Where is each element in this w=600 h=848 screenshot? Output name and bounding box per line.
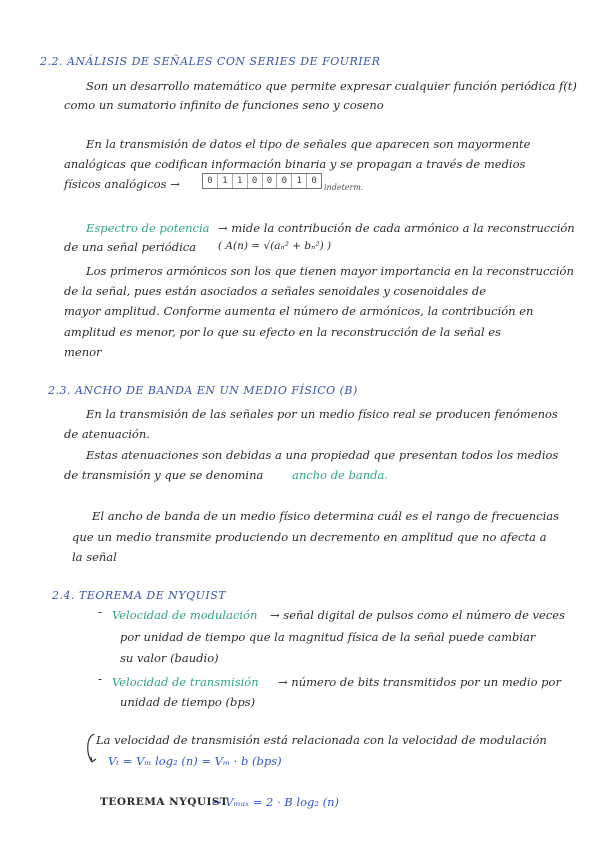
spectrum-line-1-rest: → mide la contribución de cada armónico a la reconstrucción [218, 221, 575, 235]
signal-cell: 0 [248, 174, 263, 188]
signal-cell: 0 [277, 174, 292, 188]
section-2-2-heading: 2.2. ANÁLISIS DE SEÑALES CON SERIES DE FOURIER [40, 55, 381, 68]
binary-signal-diagram [202, 173, 322, 189]
modulation-speed-term: Velocidad de modulación [112, 608, 258, 622]
b1-rest: → señal digital de pulsos como el número de veces [270, 608, 565, 622]
spectrum-formula: ( A(n) = √(aₙ² + bₙ²) ) [218, 240, 332, 252]
p3-line-2: de la señal, pues están asociados a señales senoidales y cosenoidales de [64, 284, 487, 298]
theorem-formula: → Vₘₐₓ = 2 · B log₂ (n) [212, 795, 339, 809]
transmission-speed-term: Velocidad de transmisión [112, 675, 259, 689]
p2-line-3: físicos analógicos → [64, 177, 180, 191]
relation-line: La velocidad de transmisión está relacionada con la velocidad de modulación [96, 733, 547, 747]
p3-line-5: menor [64, 345, 102, 359]
s23-p2-line-2: de transmisión y que se denomina [64, 468, 264, 482]
section-2-4-heading: 2.4. TEOREMA DE NYQUIST [52, 589, 227, 602]
signal-cell: 1 [218, 174, 233, 188]
b1-line-2: por unidad de tiempo que la magnitud física de la señal puede cambiar [120, 630, 536, 644]
p3-line-1: Los primeros armónicos son los que tienen mayor importancia en la reconstrucción [86, 264, 574, 278]
s23-p1-line-2: de atenuación. [64, 427, 150, 441]
p2-line-1: En la transmisión de datos el tipo de señales que aparecen son mayormente [86, 137, 531, 151]
signal-cell: 0 [311, 176, 317, 186]
bandwidth-term: ancho de banda. [292, 468, 389, 482]
b2-line-2: unidad de tiempo (bps) [120, 695, 256, 709]
signal-cell: 1 [292, 174, 307, 188]
p3-line-4: amplitud es menor, por lo que su efecto en la reconstrucción de la señal es [64, 325, 501, 339]
s22-line-2: como un sumatorio infinito de funciones seno y coseno [64, 98, 384, 112]
signal-tail-label: indeterm. [324, 183, 364, 192]
section-2-3-heading: 2.3. ANCHO DE BANDA EN UN MEDIO FÍSICO (B) [48, 384, 358, 397]
s23-p3-line-2: que un medio transmite produciendo un decremento en amplitud que no afecta a [72, 530, 547, 544]
s22-line-1: Son un desarrollo matemático que permite expresar cualquier función periódica f(t) [86, 79, 577, 93]
signal-cell: 0 [263, 174, 278, 188]
b2-rest: → número de bits transmitidos por un medio por [278, 675, 561, 689]
s23-p2-line-1: Estas atenuaciones son debidas a una propiedad que presentan todos los medios [86, 448, 559, 462]
spectrum-term: Espectro de potencia [86, 221, 210, 235]
bullet-dash: - [98, 672, 103, 686]
p2-line-2: analógicas que codifican información binaria y se propagan a través de medios [64, 157, 526, 171]
bullet-dash: - [98, 605, 103, 619]
theorem-label: TEOREMA NYQUIST [100, 796, 229, 808]
signal-cell: 1 [233, 174, 248, 188]
b1-line-3: su valor (baudio) [120, 651, 219, 665]
spectrum-line-2: de una señal periódica [64, 240, 197, 254]
signal-cell: 0 [203, 174, 218, 188]
s23-p3-line-3: la señal [72, 550, 117, 564]
s23-p1-line-1: En la transmisión de las señales por un medio físico real se producen fenómenos [86, 407, 558, 421]
transmission-formula: Vₜ = Vₘ log₂ (n) = Vₘ · b (bps) [108, 754, 282, 768]
s23-p3-line-1: El ancho de banda de un medio físico determina cuál es el rango de frecuencias [92, 509, 560, 523]
p3-line-3: mayor amplitud. Conforme aumenta el número de armónicos, la contribución en [64, 304, 534, 318]
